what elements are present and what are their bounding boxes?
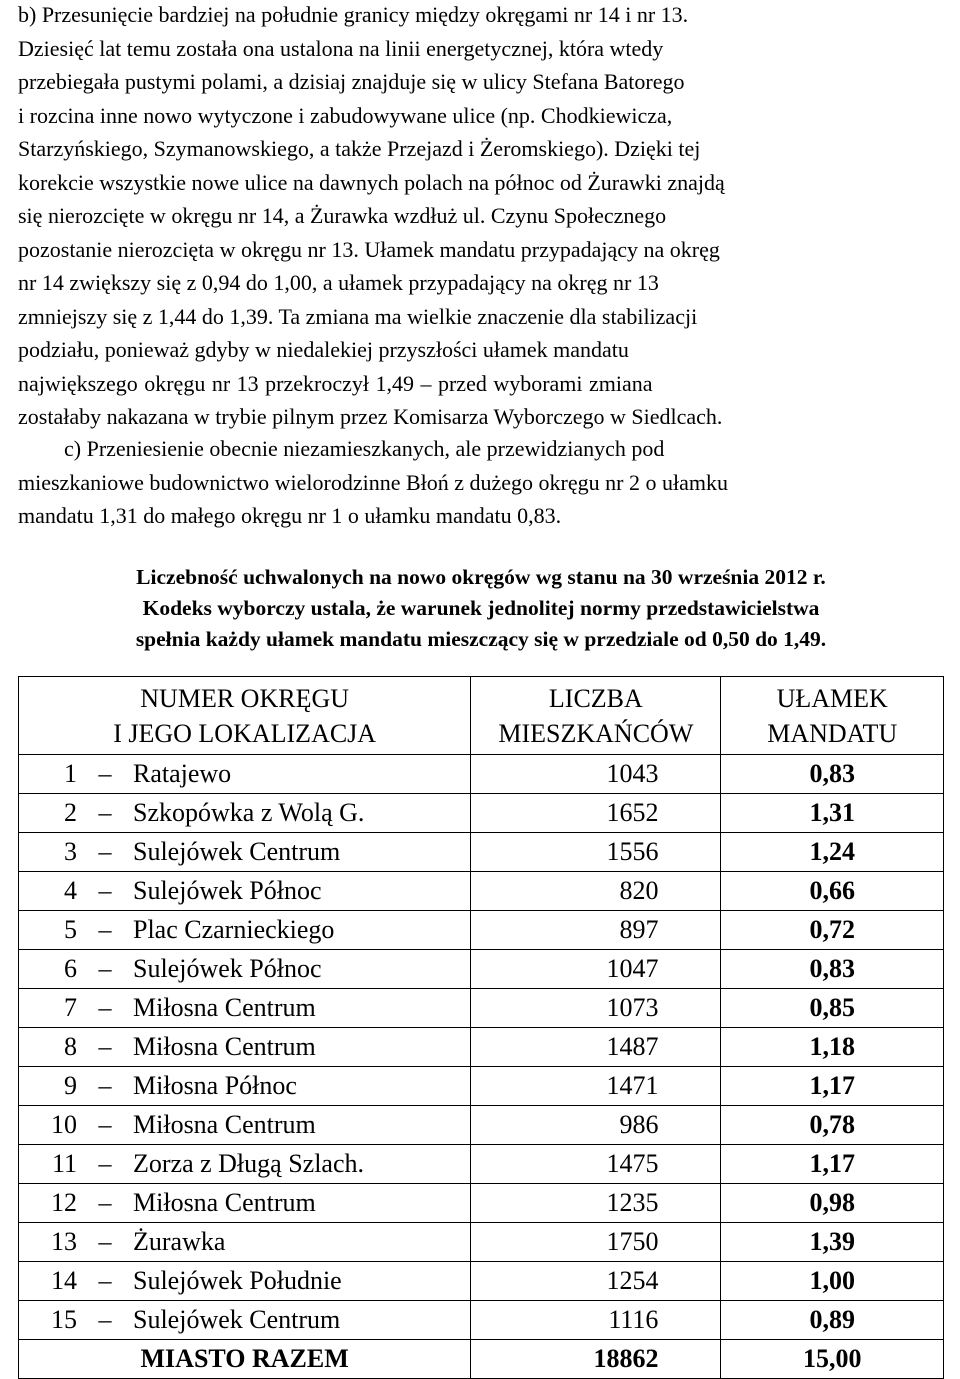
paragraph-line: zmniejszy się z 1,44 do 1,39. Ta zmiana ma wielkie znaczenie dla stabilizacji — [18, 303, 698, 329]
mandate-fraction-cell: 0,89 — [721, 1301, 944, 1340]
mandate-fraction-cell: 1,17 — [721, 1067, 944, 1106]
mandate-fraction-cell: 1,39 — [721, 1223, 944, 1262]
table-row — [19, 872, 944, 911]
dash-separator: – — [98, 1071, 112, 1100]
district-cell — [19, 1301, 471, 1340]
district-number: 5 — [64, 915, 77, 944]
district-name: Miłosna Północ — [133, 1071, 297, 1100]
header-population-line2: MIESZKAŃCÓW — [498, 718, 694, 748]
table-row — [19, 989, 944, 1028]
paragraph-c — [18, 432, 948, 533]
mandate-fraction-cell: 1,18 — [721, 1028, 944, 1067]
district-number: 1 — [64, 759, 77, 788]
header-district — [19, 677, 471, 755]
table-row — [19, 1184, 944, 1223]
district-number: 11 — [51, 1149, 77, 1178]
paragraph-line: największego okręgu nr 13 przekroczył 1,49 – przed wyborami zmiana — [18, 370, 653, 396]
table-body — [19, 755, 944, 1340]
district-name: Sulejówek Północ — [133, 876, 322, 905]
mandate-fraction-cell: 1,31 — [721, 794, 944, 833]
population-cell: 1475 — [471, 1145, 721, 1184]
population-cell: 1235 — [471, 1184, 721, 1223]
table-row — [19, 1106, 944, 1145]
population-cell: 897 — [471, 911, 721, 950]
paragraph-b-lines — [18, 0, 948, 434]
paragraph-line: zostałaby nakazana w trybie pilnym przez Komisarza Wyborczego w Siedlcach. — [18, 404, 723, 429]
paragraph-line: c) Przeniesienie obecnie niezamieszkanych, ale przewidzianych pod — [64, 436, 665, 461]
district-name: Żurawka — [133, 1227, 226, 1256]
mandate-fraction-cell: 0,83 — [721, 950, 944, 989]
population-cell: 986 — [471, 1106, 721, 1145]
total-fraction: 15,00 — [721, 1340, 944, 1379]
dash-separator: – — [98, 1110, 112, 1139]
total-label: MIASTO RAZEM — [19, 1340, 471, 1379]
mandate-fraction-cell: 0,78 — [721, 1106, 944, 1145]
dash-separator: – — [98, 837, 112, 866]
district-number: 4 — [64, 876, 77, 905]
district-number: 12 — [51, 1188, 77, 1217]
district-name: Miłosna Centrum — [133, 1032, 316, 1061]
district-name: Sulejówek Centrum — [133, 1305, 341, 1334]
header-fraction-line2: MANDATU — [767, 718, 898, 748]
district-number: 9 — [64, 1071, 77, 1100]
header-population — [471, 677, 721, 755]
population-cell: 1043 — [471, 755, 721, 794]
population-cell: 1556 — [471, 833, 721, 872]
population-cell: 1652 — [471, 794, 721, 833]
population-cell: 820 — [471, 872, 721, 911]
district-cell — [19, 872, 471, 911]
population-cell: 1254 — [471, 1262, 721, 1301]
dash-separator: – — [98, 1188, 112, 1217]
district-cell — [19, 911, 471, 950]
district-cell — [19, 1184, 471, 1223]
total-population: 18862 — [471, 1340, 721, 1379]
paragraph-line: korekcie wszystkie nowe ulice na dawnych polach na północ od Żurawki znajdą — [18, 169, 725, 195]
paragraph-line: pozostanie nierozcięta w okręgu nr 13. Ułamek mandatu przypadający na okręg — [18, 236, 720, 262]
table-heading — [18, 562, 944, 655]
table-row — [19, 1067, 944, 1106]
district-number: 8 — [64, 1032, 77, 1061]
paragraph-b — [18, 0, 948, 434]
mandate-fraction-cell: 1,24 — [721, 833, 944, 872]
district-cell — [19, 1223, 471, 1262]
dash-separator: – — [98, 876, 112, 905]
paragraph-line: b) Przesunięcie bardziej na południe granicy między okręgami nr 14 i nr 13. — [18, 2, 689, 27]
table-row — [19, 1223, 944, 1262]
paragraph-line: mandatu 1,31 do małego okręgu nr 1 o ułamku mandatu 0,83. — [18, 503, 562, 528]
mandate-fraction-cell: 0,66 — [721, 872, 944, 911]
dash-separator: – — [98, 1305, 112, 1334]
table-row — [19, 911, 944, 950]
population-cell: 1750 — [471, 1223, 721, 1262]
table-header-row — [19, 677, 944, 755]
paragraph-line: nr 14 zwiększy się z 0,94 do 1,00, a ułamek przypadający na okręg nr 13 — [18, 270, 659, 295]
district-number: 7 — [64, 993, 77, 1022]
district-name: Miłosna Centrum — [133, 1188, 316, 1217]
district-number: 2 — [64, 798, 77, 827]
dash-separator: – — [98, 1266, 112, 1295]
district-number: 3 — [64, 837, 77, 866]
district-cell — [19, 755, 471, 794]
district-cell — [19, 950, 471, 989]
district-name: Plac Czarnieckiego — [133, 915, 335, 944]
paragraph-line: Dziesięć lat temu została ona ustalona na linii energetycznej, która wtedy — [18, 35, 664, 61]
district-name: Miłosna Centrum — [133, 993, 316, 1022]
district-cell — [19, 989, 471, 1028]
table-total-row — [19, 1340, 944, 1379]
paragraph-line: Starzyńskiego, Szymanowskiego, a także Przejazd i Żeromskiego). Dzięki tej — [18, 136, 701, 161]
mandate-fraction-cell: 1,17 — [721, 1145, 944, 1184]
district-cell — [19, 833, 471, 872]
table-row — [19, 833, 944, 872]
mandate-fraction-cell: 1,00 — [721, 1262, 944, 1301]
dash-separator: – — [98, 798, 112, 827]
paragraph-line: mieszkaniowe budownictwo wielorodzinne Błoń z dużego okręgu nr 2 o ułamku — [18, 469, 728, 495]
heading-line-2: Kodeks wyborczy ustala, że warunek jednolitej normy przedstawicielstwa — [142, 596, 820, 620]
district-number: 10 — [51, 1110, 77, 1139]
table-row — [19, 1028, 944, 1067]
population-cell: 1471 — [471, 1067, 721, 1106]
paragraph-line: i rozcina inne nowo wytyczone i zabudowywane ulice (np. Chodkiewicza, — [18, 102, 673, 128]
district-number: 6 — [64, 954, 77, 983]
paragraph-line: się nierozcięte w okręgu nr 14, a Żurawka wzdłuż ul. Czynu Społecznego — [18, 203, 667, 228]
header-district-line1: NUMER OKRĘGU — [140, 683, 350, 713]
header-population-line1: LICZBA — [548, 683, 643, 713]
district-name: Szkopówka z Wolą G. — [133, 798, 365, 827]
population-cell: 1487 — [471, 1028, 721, 1067]
district-cell — [19, 794, 471, 833]
header-mandate-fraction — [721, 677, 944, 755]
table-row — [19, 1301, 944, 1340]
district-name: Sulejówek Północ — [133, 954, 322, 983]
mandate-fraction-cell: 0,85 — [721, 989, 944, 1028]
mandate-fraction-cell: 0,98 — [721, 1184, 944, 1223]
dash-separator: – — [98, 954, 112, 983]
table-row — [19, 794, 944, 833]
dash-separator: – — [98, 1227, 112, 1256]
table-row — [19, 755, 944, 794]
heading-line-1: Liczebność uchwalonych na nowo okręgów wg stanu na 30 września 2012 r. — [136, 565, 826, 589]
district-name: Miłosna Centrum — [133, 1110, 316, 1139]
mandate-fraction-cell: 0,83 — [721, 755, 944, 794]
dash-separator: – — [98, 1032, 112, 1061]
table-row — [19, 1262, 944, 1301]
district-cell — [19, 1262, 471, 1301]
dash-separator: – — [98, 759, 112, 788]
dash-separator: – — [98, 993, 112, 1022]
population-cell: 1116 — [471, 1301, 721, 1340]
paragraph-line: podziału, ponieważ gdyby w niedalekiej przyszłości ułamek mandatu — [18, 337, 629, 362]
paragraph-line: przebiegała pustymi polami, a dzisiaj znajduje się w ulicy Stefana Batorego — [18, 69, 685, 94]
district-name: Ratajewo — [133, 759, 232, 788]
district-cell — [19, 1106, 471, 1145]
district-cell — [19, 1028, 471, 1067]
population-cell: 1073 — [471, 989, 721, 1028]
district-cell — [19, 1145, 471, 1184]
district-name: Zorza z Długą Szlach. — [133, 1149, 365, 1178]
header-fraction-line1: UŁAMEK — [776, 683, 888, 713]
district-name: Sulejówek Centrum — [133, 837, 341, 866]
header-district-line2: I JEGO LOKALIZACJA — [113, 718, 377, 748]
districts-table — [18, 676, 944, 1379]
district-number: 14 — [51, 1266, 77, 1295]
district-number: 15 — [51, 1305, 77, 1334]
district-cell — [19, 1067, 471, 1106]
district-name: Sulejówek Południe — [133, 1266, 342, 1295]
district-number: 13 — [51, 1227, 77, 1256]
table-row — [19, 950, 944, 989]
table-row — [19, 1145, 944, 1184]
population-cell: 1047 — [471, 950, 721, 989]
mandate-fraction-cell: 0,72 — [721, 911, 944, 950]
paragraph-c-lines — [18, 432, 948, 533]
dash-separator: – — [98, 1149, 112, 1178]
dash-separator: – — [98, 915, 112, 944]
heading-line-3: spełnia każdy ułamek mandatu mieszczący się w przedziale od 0,50 do 1,49. — [135, 627, 827, 651]
